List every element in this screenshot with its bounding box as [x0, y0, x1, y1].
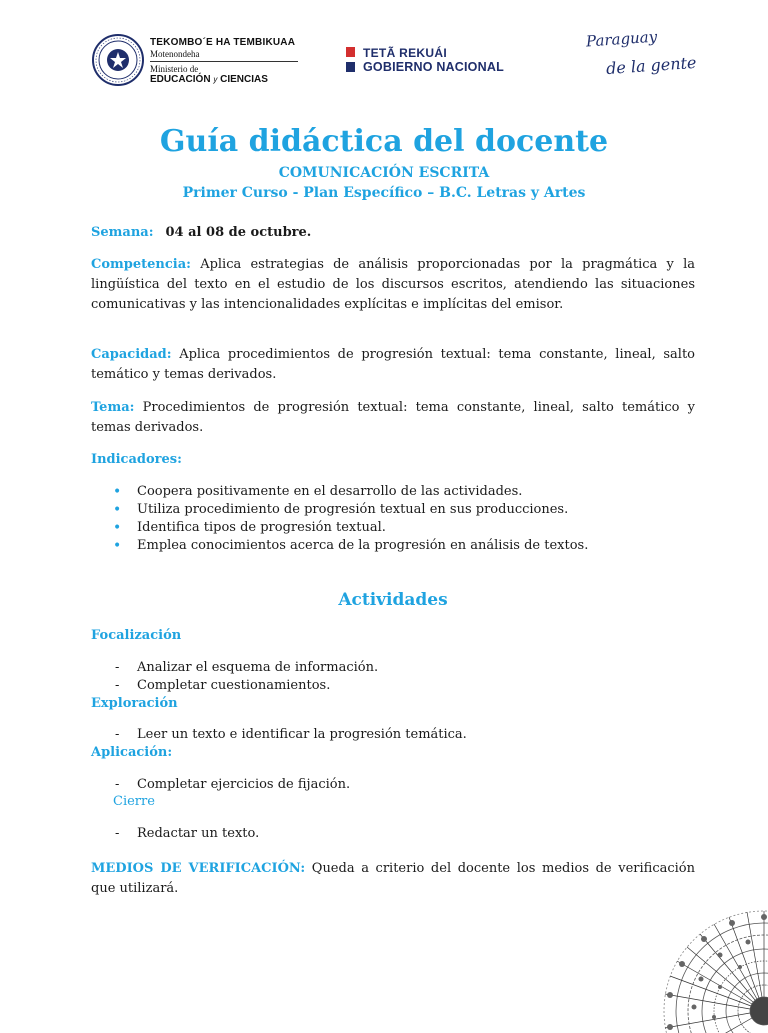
cierre-label: Cierre: [113, 794, 155, 809]
exploracion-label: Exploración: [91, 696, 178, 711]
capacidad-text: Aplica procedimientos de progresión textual: tema constante, lineal, salto temático y temas derivados.: [91, 347, 695, 382]
exploracion-label-row: [91, 694, 695, 714]
capacidad-label: Capacidad:: [91, 347, 172, 362]
indicadores-list-wrap: [91, 483, 695, 555]
ministry-seal-icon: [91, 33, 145, 87]
focalizacion-list: [91, 659, 695, 695]
exploracion-list: [91, 726, 695, 744]
competencia-paragraph: [91, 255, 695, 315]
medios-paragraph: [91, 859, 695, 899]
slogan-line2: de la gente: [605, 52, 698, 79]
competencia-text: Aplica estrategias de análisis proporcionadas por la pragmática y la lingüística del texto en el estudio de los discursos escritos, atendiendo las situaciones comunicativas y las intencionalidades explícitas e implícitas del emisor.: [91, 257, 695, 312]
semana-label: Semana:: [91, 225, 154, 240]
indicador-item: • Coopera positivamente en el desarrollo de las actividades.: [91, 483, 695, 501]
tema-text: Procedimientos de progresión textual: tema constante, lineal, salto temático y temas derivados.: [91, 400, 695, 435]
medios-label: MEDIOS DE VERIFICACIÓN:: [91, 861, 306, 876]
indicador-item: • Utiliza procedimiento de progresión textual en sus producciones.: [91, 501, 695, 519]
aplicacion-item: - Completar ejercicios de fijación.: [91, 776, 695, 794]
indicador-item: • Identifica tipos de progresión textual.: [91, 519, 695, 537]
ministry-name-part1: EDUCACIÓN: [150, 74, 211, 85]
course-title: Primer Curso - Plan Específico – B.C. Letras y Artes: [182, 185, 586, 201]
ministry-name-guarani: TEKOMBO´E HA TEMBIKUAA: [150, 37, 296, 48]
cierre-label-row: [113, 792, 717, 812]
ministry-name-join: y: [213, 75, 218, 84]
ministry-divider: [150, 61, 298, 62]
ministry-name: [150, 74, 268, 85]
cierre-item: - Redactar un texto.: [91, 825, 695, 843]
ministry-name-part2: CIENCIAS: [220, 74, 268, 85]
aplicacion-label: Aplicación:: [91, 745, 173, 760]
semana-row: [91, 223, 695, 243]
ministry-label: Ministerio de: [150, 64, 199, 74]
cierre-list: [91, 825, 695, 843]
capacidad-paragraph: [91, 345, 695, 385]
slogan-line1: Paraguay: [585, 27, 658, 51]
focalizacion-label: Focalización: [91, 628, 182, 643]
tema-label: Tema:: [91, 400, 135, 415]
tema-paragraph: [91, 398, 695, 438]
ministry-subtitle-guarani: Motenondeha: [150, 49, 200, 59]
focalizacion-label-row: [91, 626, 695, 646]
government-flag-icon: [346, 47, 355, 72]
indicador-item: • Emplea conocimientos acerca de la progresión en análisis de textos.: [91, 537, 695, 555]
focalizacion-item: - Completar cuestionamientos.: [91, 677, 695, 695]
subject-title: COMUNICACIÓN ESCRITA: [278, 165, 490, 181]
focalizacion-item: - Analizar el esquema de información.: [91, 659, 695, 677]
actividades-title: Actividades: [338, 590, 448, 610]
exploracion-item: - Leer un texto e identificar la progresión temática.: [91, 726, 695, 744]
competencia-label: Competencia:: [91, 257, 191, 272]
mandala-decoration-icon: [646, 893, 768, 1033]
page-title: Guía didáctica del docente: [159, 124, 609, 159]
government-name-guarani: TETÃ REKUÁI: [363, 46, 447, 60]
indicadores-list: [91, 483, 695, 555]
page-header: [88, 28, 700, 92]
indicadores-label-row: [91, 450, 695, 470]
medios-text: Queda a criterio del docente los medios de verificación que utilizará.: [91, 861, 695, 896]
government-name: GOBIERNO NACIONAL: [363, 60, 504, 74]
aplicacion-label-row: [91, 743, 695, 763]
indicadores-label: Indicadores:: [91, 452, 182, 467]
semana-value: 04 al 08 de octubre.: [165, 225, 312, 240]
